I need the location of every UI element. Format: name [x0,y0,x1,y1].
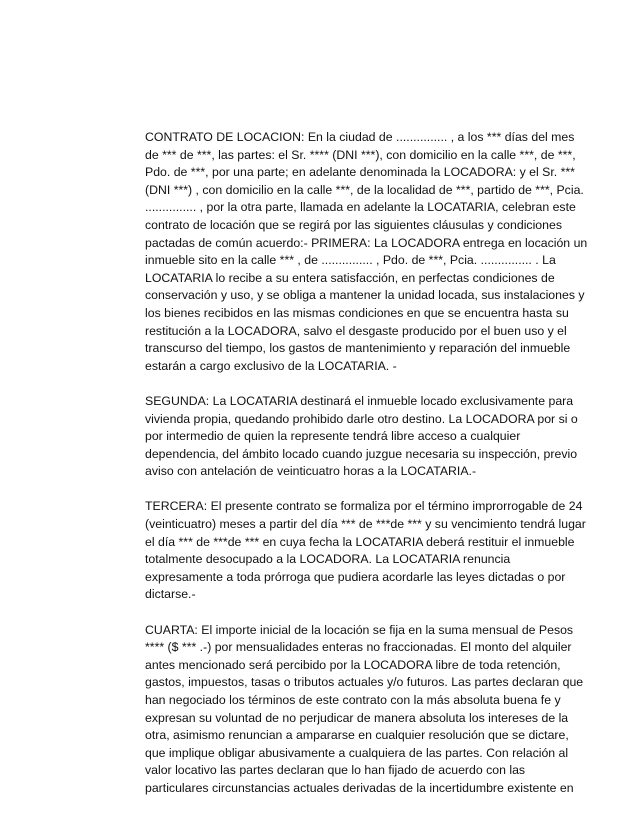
text-line: LOCATARIA lo recibe a su entera satisfacción, en perfectas condiciones de [145,270,555,285]
text-line: otra, asimismo renuncian a ampararse en cualquier resolución que se dictare, [145,728,569,743]
text-line: antes mencionado será percibido por la LOCADORA libre de toda retención, [145,657,561,672]
text-line: estarán a cargo exclusivo de la LOCATARIA. - [145,358,397,373]
paragraph-tercera [145,498,586,604]
text-line: CUARTA: El importe inicial de la locación se fija en la suma mensual de Pesos [145,622,574,637]
text-line: TERCERA: El presente contrato se formaliza por el término improrrogable de 24 [145,499,583,514]
text-line: han negociado los términos de este contrato con la más absoluta buena fe y [145,693,561,707]
text-line: por intermedio de quien la represente tendrá libre acceso a cualquier [145,429,521,444]
text-line: los bienes recibidos en las mismas condiciones en que se encuentra hasta su [145,305,569,320]
text-line: ............... , por la otra parte, llamada en adelante la LOCATARIA, celebran este [145,200,576,215]
document-body [145,129,588,798]
text-line: pactadas de común acuerdo:- PRIMERA: La LOCADORA entrega en locación un [145,235,588,250]
text-line: conservación y uso, y se obliga a mantener la unidad locada, sus instalaciones y [145,288,585,303]
text-line: **** ($ *** .-) por mensualidades enteras no fraccionadas. El monto del alquiler [145,640,572,655]
text-line: CONTRATO DE LOCACION: En la ciudad de ............... , a los *** días del mes [145,130,575,144]
text-line: valor locativo las partes declaran que lo han fijado de acuerdo con las [145,763,526,778]
paragraph-gap [145,481,538,499]
text-line: inmueble sito en la calle *** , de ............... , Pdo. de ***, Pcia. ............... . La [145,253,556,268]
text-line: gastos, impuestos, tasas o tributos actuales y/o futuros. Las partes declaran que [145,675,584,690]
text-line: particulares circunstancias actuales derivadas de la incertidumbre existente en [145,780,574,795]
text-line: SEGUNDA: La LOCATARIA destinará el inmueble locado exclusivamente para [145,393,574,408]
text-line: de *** de ***, las partes: el Sr. **** (DNI ***), con domicilio en la calle ***, de ***, [145,147,576,162]
text-line: restitución a la LOCADORA, salvo el desgaste producido por el buen uso y el [145,323,567,338]
text-line: dictarse.- [145,587,196,602]
text-line: dependencia, del ámbito locado cuando juzgue necesaria su inspección, previo [145,446,578,461]
text-line: (veinticuatro) meses a partir del día *** de ***de *** y su vencimiento tendrá lugar [145,517,586,532]
text-line: contrato de locación que se regirá por las siguientes cláusulas y condiciones [145,217,562,232]
paragraph-preamble-primera [145,129,588,375]
text-line: Pdo. de ***, por una parte; en adelante denominada la LOCADORA: y el Sr. *** [145,165,575,180]
text-line: (DNI ***) , con domicilio en la calle ***, de la localidad de ***, partido de ***, Pcia. [145,182,584,197]
text-line: vivienda propia, quedando prohibido darle otro destino. La LOCADORA por si o [145,411,578,426]
paragraph-gap [145,375,538,393]
text-line: transcurso del tiempo, los gastos de mantenimiento y reparación del inmueble [145,341,571,356]
paragraph-cuarta [145,622,584,798]
paragraph-segunda [145,393,578,481]
text-line: aviso con antelación de veinticuatro horas a la LOCATARIA.- [145,464,477,479]
text-line: totalmente desocupado a la LOCADORA. La LOCATARIA renuncia [145,552,511,567]
text-line: que implique obligar abusivamente a cualquiera de las partes. Con relación al [145,745,569,760]
paragraph-gap [145,604,538,622]
text-line: expresamente a toda prórroga que pudiera acordarle las leyes dictadas o por [145,569,566,584]
text-line: expresan su voluntad de no perjudicar de manera absoluta los intereses de la [145,710,569,725]
text-line: el día *** de ***de *** en cuya fecha la LOCATARIA deberá restituir el inmueble [145,534,575,549]
